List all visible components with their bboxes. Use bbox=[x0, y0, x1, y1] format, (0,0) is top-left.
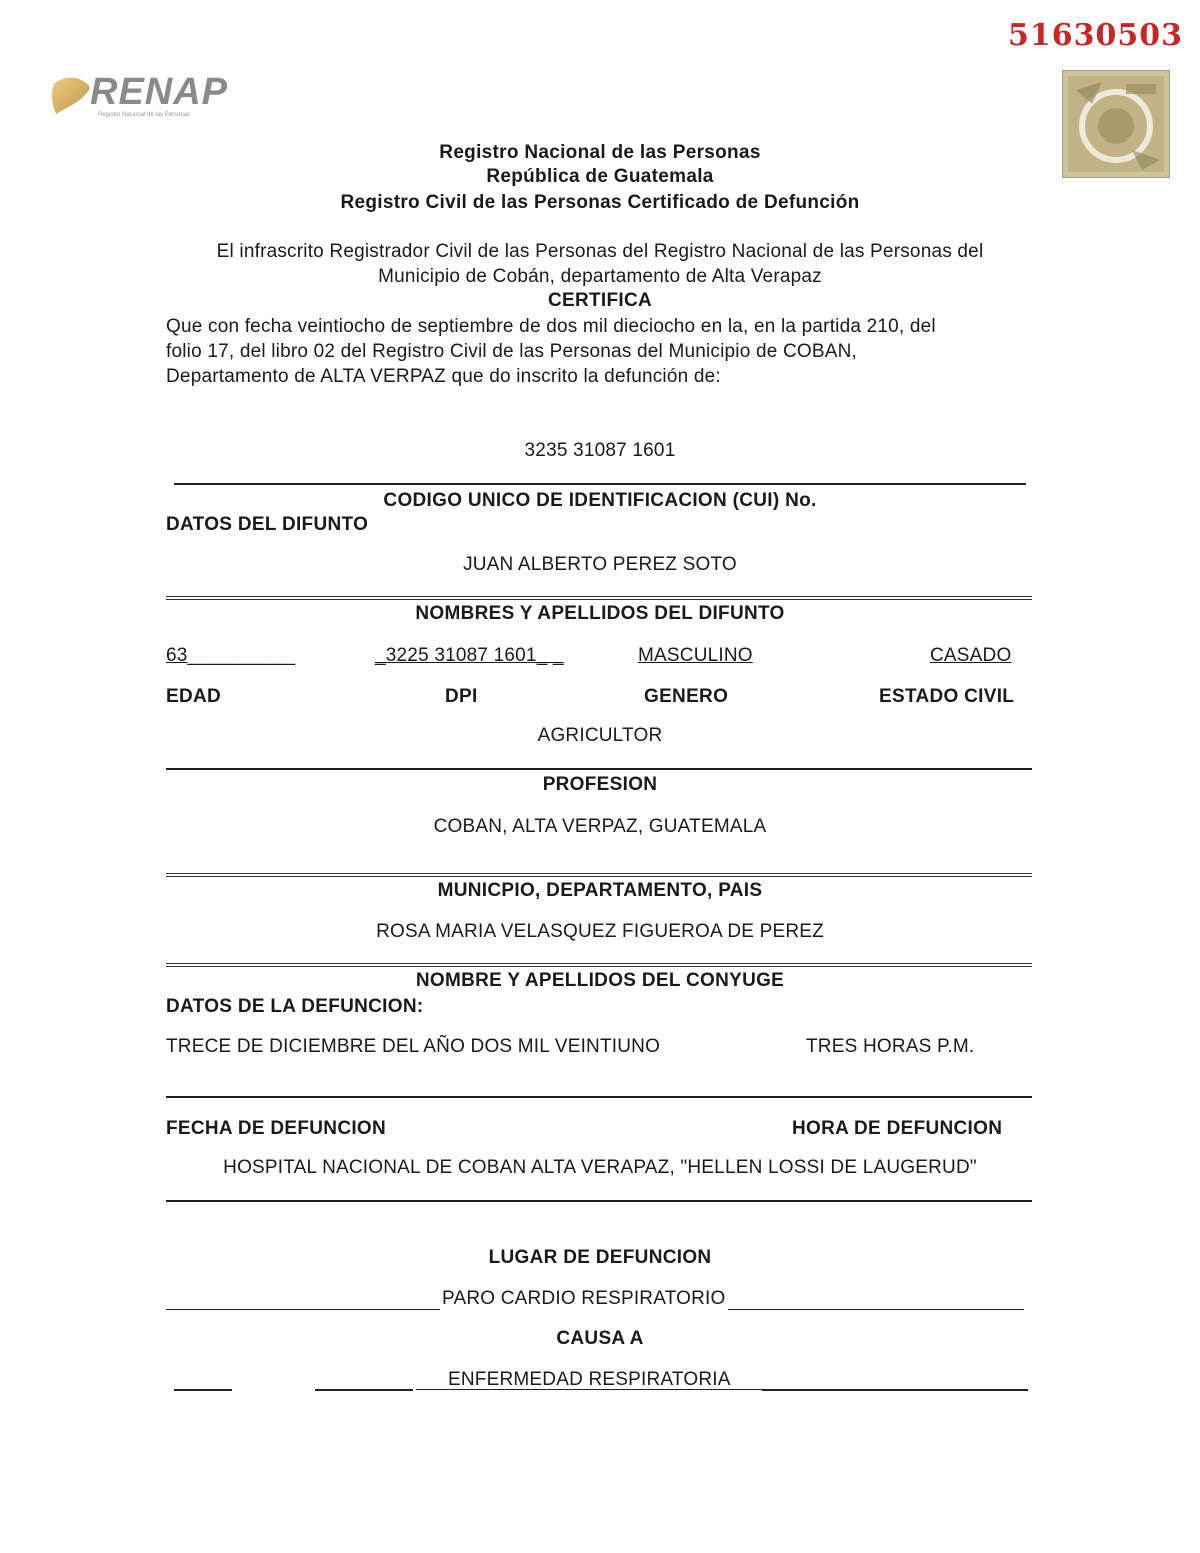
municipio-value: COBAN, ALTA VERPAZ, GUATEMALA bbox=[433, 816, 767, 837]
lugar-rule bbox=[166, 1200, 1032, 1202]
dpi-label: DPI bbox=[445, 686, 478, 707]
cui-value: 3235 31087 1601 bbox=[524, 440, 676, 461]
header-line-3: Registro Civil de las Personas Certificado de Defunción bbox=[340, 192, 860, 213]
conyuge-rule bbox=[166, 963, 1032, 967]
renap-logo bbox=[50, 70, 280, 124]
svg-text:RENAP: RENAP bbox=[90, 71, 229, 113]
lugar-defuncion-label: LUGAR DE DEFUNCION bbox=[488, 1247, 712, 1268]
municipio-rule bbox=[166, 873, 1032, 877]
fecha-rule bbox=[166, 1096, 1032, 1098]
genero-label: GENERO bbox=[644, 686, 729, 707]
cui-label: CODIGO UNICO DE IDENTIFICACION (CUI) No. bbox=[383, 490, 817, 511]
edad-label: EDAD bbox=[166, 686, 222, 707]
svg-text:Registro Nacional de las Perso: Registro Nacional de las Personas bbox=[98, 112, 191, 118]
difunto-name: JUAN ALBERTO PEREZ SOTO bbox=[463, 554, 737, 575]
datos-difunto-heading: DATOS DEL DIFUNTO bbox=[166, 514, 369, 535]
fecha-defuncion-value: TRECE DE DICIEMBRE DEL AÑO DOS MIL VEINTIUNO bbox=[166, 1036, 661, 1057]
lugar-defuncion-value: HOSPITAL NACIONAL DE COBAN ALTA VERAPAZ, "HELLEN LOSSI DE LAUGERUD" bbox=[223, 1157, 977, 1178]
causa2-rule-mid bbox=[315, 1389, 413, 1391]
header-line-1: Registro Nacional de las Personas bbox=[439, 142, 761, 163]
hora-defuncion-label: HORA DE DEFUNCION bbox=[792, 1118, 1003, 1139]
intro-line-2: Municipio de Cobán, departamento de Alta Verapaz bbox=[378, 266, 822, 287]
causa2-value: ENFERMEDAD RESPIRATORIA bbox=[448, 1369, 731, 1390]
causa2-rule-right bbox=[762, 1389, 1028, 1391]
causa-value: PARO CARDIO RESPIRATORIO bbox=[442, 1288, 726, 1309]
genero-value: MASCULINO bbox=[638, 645, 753, 666]
conyuge-label: NOMBRE Y APELLIDOS DEL CONYUGE bbox=[415, 970, 785, 991]
cui-rule bbox=[174, 483, 1026, 485]
difunto-name-label: NOMBRES Y APELLIDOS DEL DIFUNTO bbox=[415, 603, 785, 624]
serial-number: 51630503 bbox=[1008, 18, 1183, 53]
intro-body-1: Que con fecha veintiocho de septiembre de dos mil dieciocho en la, en la partida 210, del bbox=[166, 316, 936, 337]
certifica-heading: CERTIFICA bbox=[547, 290, 653, 311]
estado-civil-label: ESTADO CIVIL bbox=[879, 686, 1015, 707]
estado-civil-value: CASADO bbox=[930, 645, 1012, 666]
header-line-2: República de Guatemala bbox=[486, 166, 714, 187]
fecha-defuncion-label: FECHA DE DEFUNCION bbox=[166, 1118, 387, 1139]
municipio-label: MUNICPIO, DEPARTAMENTO, PAIS bbox=[437, 880, 763, 901]
intro-body-2: folio 17, del libro 02 del Registro Civil de las Personas del Municipio de COBAN, bbox=[166, 341, 858, 362]
conyuge-value: ROSA MARIA VELASQUEZ FIGUEROA DE PEREZ bbox=[376, 921, 824, 942]
hora-defuncion-value: TRES HORAS P.M. bbox=[806, 1036, 975, 1057]
dpi-value: _3225 31087 1601_ _ bbox=[375, 645, 564, 666]
edad-value: 63__________ bbox=[166, 645, 296, 666]
name-rule bbox=[166, 596, 1032, 600]
intro-body-3: Departamento de ALTA VERPAZ que do inscrito la defunción de: bbox=[166, 366, 721, 387]
causa-label: CAUSA A bbox=[556, 1328, 644, 1349]
datos-defuncion-heading: DATOS DE LA DEFUNCION: bbox=[166, 996, 424, 1017]
profesion-value: AGRICULTOR bbox=[537, 725, 663, 746]
intro-line-1: El infrascrito Registrador Civil de las Personas del Registro Nacional de las Personas del bbox=[216, 241, 984, 262]
causa2-rule-left bbox=[174, 1389, 232, 1391]
profesion-rule bbox=[166, 768, 1032, 770]
profesion-label: PROFESION bbox=[542, 774, 658, 795]
